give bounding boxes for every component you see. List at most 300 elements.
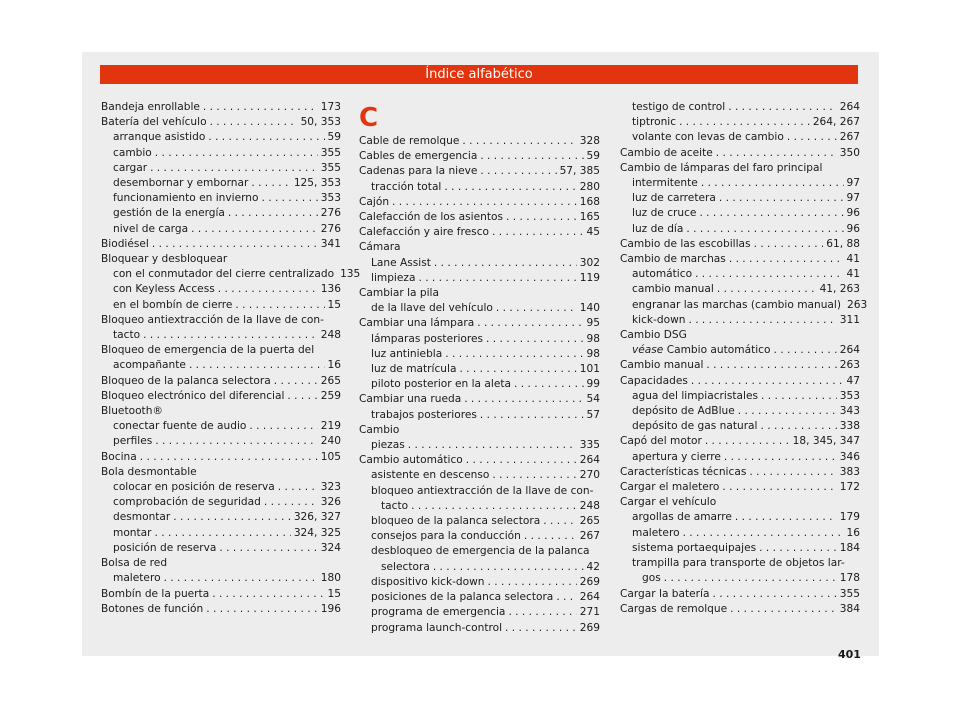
entry-page-ref: 248 xyxy=(579,499,600,512)
entry-term xyxy=(620,434,702,449)
dot-leader xyxy=(433,560,584,575)
index-entry xyxy=(359,377,600,392)
entry-term xyxy=(359,316,474,331)
entry-term-text: tiptronic xyxy=(632,116,677,129)
index-entry xyxy=(620,298,868,313)
index-heading: Cámara xyxy=(359,241,401,254)
index-entry xyxy=(359,605,600,620)
index-entry xyxy=(101,282,341,297)
index-entry xyxy=(620,358,860,373)
entry-term-text: Biodiésel xyxy=(101,237,149,250)
entry-term xyxy=(359,164,477,179)
index-entry xyxy=(101,176,341,191)
index-entry xyxy=(359,560,600,575)
entry-term-text: cambio manual xyxy=(632,283,714,296)
entry-page-ref: 41 xyxy=(846,268,860,281)
entry-term-text: tacto xyxy=(113,329,141,342)
entry-page-ref: 267 xyxy=(579,530,600,543)
entry-page-ref: 59 xyxy=(586,150,600,163)
entry-term xyxy=(620,146,713,161)
index-column-1 xyxy=(101,100,361,617)
dot-leader xyxy=(212,587,324,602)
dot-leader xyxy=(514,377,584,392)
entry-term xyxy=(113,434,152,449)
dot-leader xyxy=(505,621,577,636)
entry-term-text: Lane Assist xyxy=(371,256,431,269)
entry-term xyxy=(620,374,688,389)
entry-term xyxy=(620,480,719,495)
index-entry xyxy=(620,541,860,556)
index-entry xyxy=(620,100,860,115)
dot-leader xyxy=(228,206,318,221)
entry-term-text: asistente en descenso xyxy=(371,469,490,482)
entry-term-text: montar xyxy=(113,526,152,539)
entry-page-ref: 350 xyxy=(839,146,860,159)
entry-term-text: piloto posterior en la aleta xyxy=(371,378,511,391)
entry-page-ref: 263 xyxy=(847,298,868,311)
dot-leader xyxy=(464,392,583,407)
entry-term xyxy=(359,453,463,468)
entry-page-ref: 172 xyxy=(839,481,860,494)
entry-page-ref: 101 xyxy=(579,363,600,376)
index-entry xyxy=(101,206,341,221)
entry-page-ref: 165 xyxy=(579,211,600,224)
dot-leader xyxy=(688,313,836,328)
dot-leader xyxy=(730,602,837,617)
index-entry xyxy=(359,256,600,271)
index-column-3 xyxy=(620,100,868,617)
entry-term xyxy=(359,195,389,210)
index-heading: Bloqueo antiextracción de la llave de con- xyxy=(101,313,324,326)
dot-leader xyxy=(278,480,318,495)
dot-leader xyxy=(411,499,577,514)
dot-leader xyxy=(392,195,577,210)
entry-page-ref: 335 xyxy=(579,439,600,452)
dot-leader xyxy=(466,453,577,468)
index-entry xyxy=(620,374,860,389)
dot-leader xyxy=(434,256,577,271)
entry-page-ref: 383 xyxy=(839,465,860,478)
index-heading: desbloqueo de emergencia de la palanca xyxy=(371,545,590,558)
entry-page-ref: 140 xyxy=(579,302,600,315)
entry-term xyxy=(101,237,149,252)
entry-term xyxy=(113,282,215,297)
entry-page-ref: 95 xyxy=(586,317,600,330)
entry-term xyxy=(620,587,709,602)
dot-leader xyxy=(738,404,837,419)
entry-term xyxy=(359,149,477,164)
entry-term-text: gos xyxy=(642,572,661,585)
entry-term xyxy=(371,438,405,453)
index-entry xyxy=(359,316,600,331)
entry-term-text: Cambio automático xyxy=(666,344,771,357)
entry-page-ref: 338 xyxy=(839,420,860,433)
entry-page-ref: 219 xyxy=(320,420,341,433)
index-entry xyxy=(101,571,341,586)
index-entry xyxy=(620,571,860,586)
index-entry xyxy=(101,130,341,145)
index-entry xyxy=(620,480,860,495)
index-entry xyxy=(359,271,600,286)
entry-page-ref: 326 xyxy=(320,496,341,509)
entry-page-ref: 264, 267 xyxy=(812,116,860,129)
entry-term-text: Cambio manual xyxy=(620,359,704,372)
entry-page-ref: 97 xyxy=(846,192,860,205)
index-entry xyxy=(620,404,860,419)
entry-page-ref: 265 xyxy=(320,374,341,387)
entry-page-ref: 61, 88 xyxy=(826,237,860,250)
dot-leader xyxy=(155,434,318,449)
entry-page-ref: 105 xyxy=(320,450,341,463)
index-entry xyxy=(620,267,860,282)
entry-page-ref: 98 xyxy=(586,332,600,345)
entry-page-ref: 323 xyxy=(320,481,341,494)
index-entry xyxy=(620,282,860,297)
entry-term xyxy=(113,510,170,525)
entry-term xyxy=(101,587,209,602)
dot-leader xyxy=(506,210,577,225)
dot-leader xyxy=(251,176,290,191)
entry-term-text: dispositivo kick-down xyxy=(371,575,485,588)
entry-term-text: tacto xyxy=(381,499,409,512)
entry-term xyxy=(632,176,698,191)
entry-term-text: cambio xyxy=(113,146,152,159)
entry-term-text: Cajón xyxy=(359,195,390,208)
index-entry xyxy=(101,328,341,343)
entry-page-ref: 119 xyxy=(579,271,600,284)
entry-term xyxy=(632,298,841,313)
entry-page-ref: 96 xyxy=(846,207,860,220)
index-heading: Cargar el vehículo xyxy=(620,496,717,509)
entry-term-text: lámparas posteriores xyxy=(371,332,484,345)
entry-term xyxy=(371,377,511,392)
index-entry xyxy=(101,146,341,161)
entry-term-text: Calefacción y aire fresco xyxy=(359,226,490,239)
dot-leader xyxy=(173,510,291,525)
index-column-2 xyxy=(359,104,600,636)
dot-leader xyxy=(459,362,576,377)
entry-term-text: Calefacción de los asientos xyxy=(359,211,503,224)
entry-term-text: Características técnicas xyxy=(620,465,747,478)
dot-leader xyxy=(189,358,325,373)
dot-leader xyxy=(249,419,317,434)
entry-see-prefix: véase xyxy=(632,344,664,357)
index-entry xyxy=(359,362,600,377)
entry-term-text: luz de carretera xyxy=(632,192,716,205)
entry-page-ref: 98 xyxy=(586,347,600,360)
entry-term xyxy=(371,256,431,271)
entry-term xyxy=(359,392,461,407)
index-entry xyxy=(359,499,600,514)
dot-leader xyxy=(735,510,837,525)
entry-term xyxy=(371,301,493,316)
index-entry xyxy=(620,450,860,465)
dot-leader xyxy=(719,191,844,206)
entry-page-ref: 59 xyxy=(327,131,341,144)
index-entry xyxy=(620,389,860,404)
entry-term xyxy=(632,419,758,434)
index-entry xyxy=(101,222,341,237)
index-entry xyxy=(620,206,860,221)
entry-term xyxy=(101,450,137,465)
entry-page-ref: 269 xyxy=(579,575,600,588)
entry-term-text: Cambio automático xyxy=(359,454,463,467)
index-entry xyxy=(101,419,341,434)
dot-leader xyxy=(712,587,836,602)
index-entry xyxy=(620,130,860,145)
index-entry xyxy=(101,267,361,282)
dot-leader xyxy=(235,298,324,313)
entry-page-ref: 179 xyxy=(839,511,860,524)
entry-term xyxy=(371,621,502,636)
entry-term-text: luz de día xyxy=(632,222,684,235)
entry-term xyxy=(632,389,758,404)
entry-page-ref: 267 xyxy=(839,131,860,144)
index-entry xyxy=(620,343,860,358)
entry-term-text: kick-down xyxy=(632,313,686,326)
entry-page-ref: 311 xyxy=(839,313,860,326)
entry-term-text: limpieza xyxy=(371,271,416,284)
entry-term-text: piezas xyxy=(371,439,405,452)
entry-term xyxy=(371,347,442,362)
entry-term xyxy=(113,419,246,434)
index-entry xyxy=(359,408,600,423)
index-entry xyxy=(101,541,341,556)
entry-term-text: perfiles xyxy=(113,435,153,448)
entry-term-text: maletero xyxy=(632,526,680,539)
index-entry xyxy=(101,526,341,541)
entry-term xyxy=(101,602,203,617)
entry-term-text: programa launch-control xyxy=(371,621,503,634)
entry-term-text: sistema portaequipajes xyxy=(632,541,757,554)
dot-leader xyxy=(701,176,844,191)
dot-leader xyxy=(699,206,843,221)
index-entry xyxy=(359,149,600,164)
section-letter: C xyxy=(359,103,379,133)
entry-term xyxy=(620,252,726,267)
entry-page-ref: 57 xyxy=(586,408,600,421)
entry-term xyxy=(371,408,477,423)
entry-page-ref: 276 xyxy=(320,207,341,220)
index-entry xyxy=(620,222,860,237)
entry-term xyxy=(113,480,275,495)
entry-term xyxy=(359,225,489,240)
entry-term xyxy=(359,134,459,149)
entry-term-text: Bombín de la puerta xyxy=(101,587,210,600)
dot-leader xyxy=(203,100,318,115)
entry-term-text: con el conmutador del cierre centralizado xyxy=(113,268,335,281)
entry-term-text: Cadenas para la nieve xyxy=(359,165,478,178)
index-heading: Bolsa de red xyxy=(101,557,168,570)
entry-page-ref: 136 xyxy=(320,283,341,296)
index-entry xyxy=(101,434,341,449)
index-entry xyxy=(620,313,860,328)
entry-term xyxy=(113,571,161,586)
index-entry xyxy=(101,389,341,404)
dot-leader xyxy=(754,237,824,252)
entry-term xyxy=(620,465,746,480)
dot-leader xyxy=(492,468,576,483)
entry-page-ref: 57, 385 xyxy=(559,165,600,178)
dot-leader xyxy=(686,222,843,237)
index-heading: Bloquear y desbloquear xyxy=(101,253,228,266)
entry-term xyxy=(371,180,441,195)
dot-leader xyxy=(164,571,318,586)
entry-page-ref: 341 xyxy=(320,237,341,250)
entry-page-ref: 271 xyxy=(579,606,600,619)
entry-term xyxy=(371,605,505,620)
dot-leader xyxy=(191,222,318,237)
entry-term-text: posiciones de la palanca selectora xyxy=(371,591,554,604)
entry-term xyxy=(113,298,232,313)
entry-term xyxy=(381,499,408,514)
entry-page-ref: 196 xyxy=(320,602,341,615)
entry-page-ref: 343 xyxy=(839,405,860,418)
dot-leader xyxy=(155,146,318,161)
entry-term xyxy=(113,146,152,161)
index-entry xyxy=(620,465,860,480)
dot-leader xyxy=(761,389,837,404)
index-heading: trampilla para transporte de objetos lar- xyxy=(632,557,845,570)
index-entry xyxy=(620,176,860,191)
index-entry xyxy=(359,301,600,316)
entry-term xyxy=(642,571,661,586)
entry-page-ref: 96 xyxy=(846,222,860,235)
entry-term-text: luz de cruce xyxy=(632,207,697,220)
dot-leader xyxy=(556,590,576,605)
index-entry xyxy=(101,115,341,130)
entry-term-text: intermitente xyxy=(632,177,698,190)
entry-term-text: argollas de amarre xyxy=(632,511,732,524)
entry-term-text: Bandeja enrollable xyxy=(101,101,200,113)
entry-term-text: Cargar la batería xyxy=(620,587,710,600)
entry-term-text: Cables de emergencia xyxy=(359,150,478,163)
dot-leader xyxy=(729,252,844,267)
entry-page-ref: 264 xyxy=(579,591,600,604)
dot-leader xyxy=(155,526,291,541)
entry-term xyxy=(113,191,258,206)
entry-page-ref: 355 xyxy=(320,146,341,159)
entry-page-ref: 280 xyxy=(579,180,600,193)
entry-page-ref: 270 xyxy=(579,469,600,482)
index-entry xyxy=(359,438,600,453)
entry-term xyxy=(632,282,714,297)
entry-term xyxy=(632,267,692,282)
index-entry xyxy=(359,347,600,362)
entry-page-ref: 178 xyxy=(839,572,860,585)
dot-leader xyxy=(408,438,577,453)
index-heading: bloqueo antiextracción de la llave de con- xyxy=(371,484,594,497)
entry-term xyxy=(632,450,721,465)
entry-term-text: bloqueo de la palanca selectora xyxy=(371,515,541,528)
entry-term-text: tracción total xyxy=(371,180,442,193)
entry-term xyxy=(371,362,456,377)
entry-term-text: acompañante xyxy=(113,359,186,372)
index-entry xyxy=(359,392,600,407)
entry-term-text: agua del limpiacristales xyxy=(632,389,758,402)
entry-term-text: Cambiar una lámpara xyxy=(359,317,475,330)
entry-term xyxy=(632,541,756,556)
dot-leader xyxy=(477,316,583,331)
entry-term-text: consejos para la conducción xyxy=(371,530,521,543)
entry-term xyxy=(113,358,186,373)
dot-leader xyxy=(691,374,844,389)
entry-term-text: engranar las marchas (cambio manual) xyxy=(632,298,841,311)
entry-page-ref: 353 xyxy=(320,192,341,205)
entry-page-ref: 259 xyxy=(320,389,341,402)
entry-term xyxy=(113,495,261,510)
entry-page-ref: 269 xyxy=(579,621,600,634)
entry-page-ref: 326, 327 xyxy=(293,511,341,524)
entry-term xyxy=(113,161,147,176)
index-entry xyxy=(101,587,341,602)
index-entry xyxy=(101,374,341,389)
dot-leader xyxy=(761,419,837,434)
entry-term xyxy=(371,468,489,483)
index-entry xyxy=(620,510,860,525)
entry-term xyxy=(632,510,732,525)
dot-leader xyxy=(143,328,318,343)
dot-leader xyxy=(480,164,556,179)
dot-leader xyxy=(728,100,837,115)
entry-term xyxy=(113,328,140,343)
index-entry xyxy=(620,252,860,267)
entry-term-text: colocar en posición de reserva xyxy=(113,481,275,494)
index-entry xyxy=(101,358,341,373)
dot-leader xyxy=(480,149,583,164)
entry-term-text: Cambiar una rueda xyxy=(359,393,462,406)
index-entry xyxy=(620,602,860,617)
entry-term xyxy=(632,100,725,115)
entry-term-text: posición de reserva xyxy=(113,541,217,554)
entry-term xyxy=(371,590,553,605)
index-entry xyxy=(359,590,600,605)
entry-page-ref: 353 xyxy=(839,389,860,402)
entry-term-text: gestión de la energía xyxy=(113,207,225,220)
entry-page-ref: 263 xyxy=(839,359,860,372)
entry-term xyxy=(113,206,225,221)
entry-term xyxy=(113,130,205,145)
dot-leader xyxy=(480,408,584,423)
entry-page-ref: 16 xyxy=(846,526,860,539)
entry-term-text: Capó del motor xyxy=(620,435,702,448)
entry-page-ref: 135 xyxy=(340,268,361,281)
entry-term xyxy=(101,374,271,389)
index-entry xyxy=(620,419,860,434)
entry-term-text: funcionamiento en invierno xyxy=(113,192,259,205)
entry-term-text: apertura y cierre xyxy=(632,450,721,463)
entry-term-text: Cambio de aceite xyxy=(620,146,713,159)
entry-term xyxy=(632,115,676,130)
entry-page-ref: 346 xyxy=(839,450,860,463)
entry-term xyxy=(632,313,685,328)
entry-term xyxy=(113,526,152,541)
entry-term xyxy=(113,267,334,282)
index-entry xyxy=(359,453,600,468)
index-entry xyxy=(620,146,860,161)
entry-term-text: luz de matrícula xyxy=(371,363,457,376)
entry-term xyxy=(632,526,680,541)
dot-leader xyxy=(706,358,836,373)
entry-page-ref: 240 xyxy=(320,435,341,448)
dot-leader xyxy=(679,115,810,130)
entry-term-text: Cargar el maletero xyxy=(620,481,720,494)
index-entry xyxy=(359,195,600,210)
entry-term-text: arranque asistido xyxy=(113,131,206,144)
entry-term xyxy=(632,343,770,358)
entry-term xyxy=(381,560,430,575)
entry-page-ref: 97 xyxy=(846,177,860,190)
